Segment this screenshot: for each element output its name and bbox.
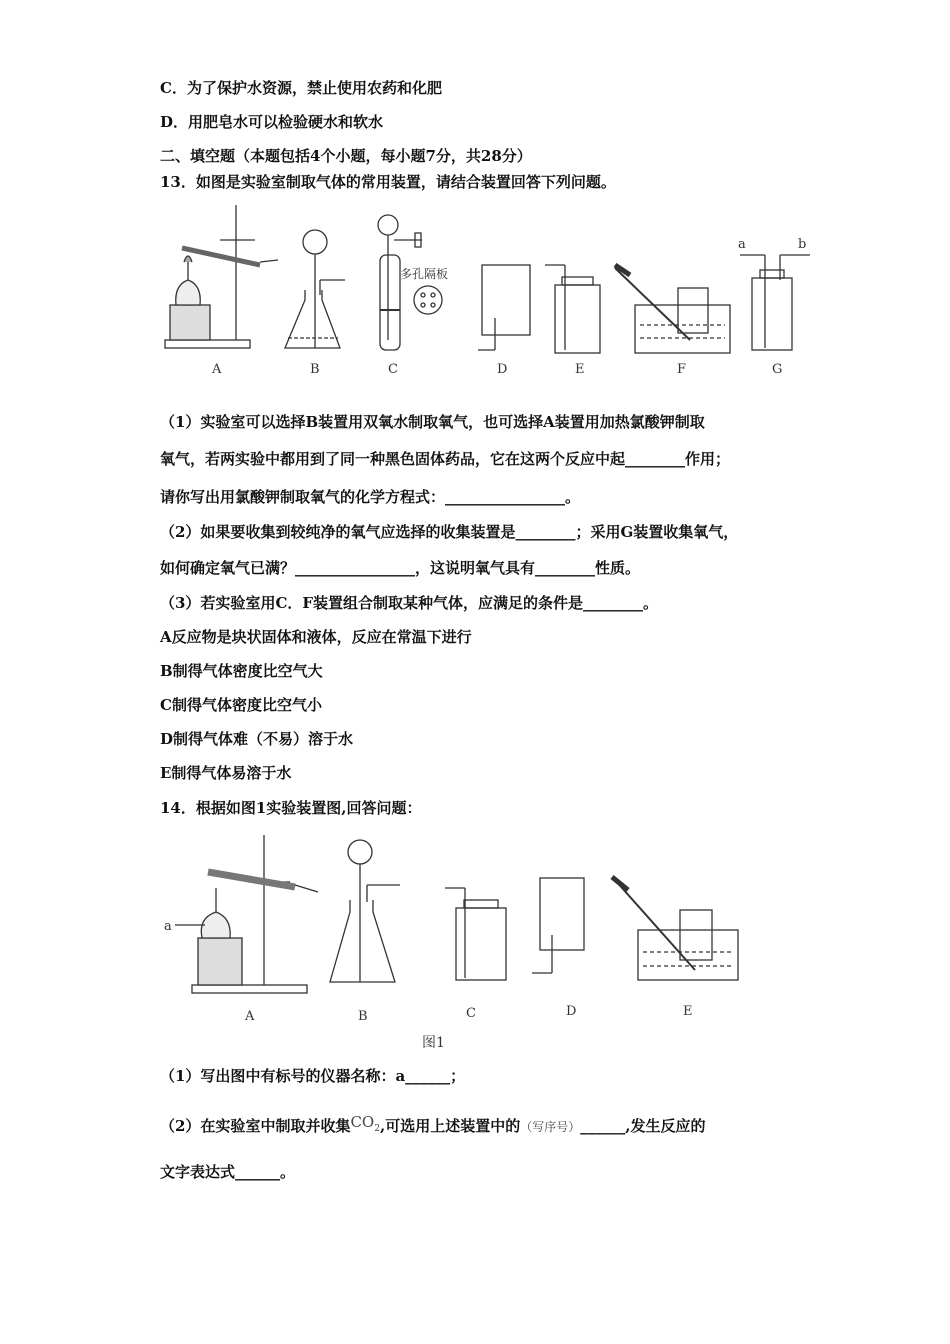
q14-part2-line2: 文字表达式______。 <box>160 1163 296 1181</box>
fig2-label: D <box>566 1004 577 1019</box>
q14-part2-line1 <box>160 1112 705 1139</box>
port-a-label: a <box>738 237 746 252</box>
section-heading: 二、填空题（本题包括4个小题，每小题7分，共28分） <box>160 147 532 165</box>
q14-part2-middle: ,可选用上述装置中的 <box>379 1117 521 1135</box>
porous-plate-label: 多孔隔板 <box>400 267 449 281</box>
fig1-label: G <box>772 362 783 377</box>
q13-part2-line1: （2）如果要收集到较纯净的氧气应选择的收集装置是________；采用G装置收集氧气， <box>160 523 739 541</box>
question-13: 13．如图是实验室制取气体的常用装置，请结合装置回答下列问题。 <box>160 173 616 191</box>
marker-a-label: a <box>164 919 172 934</box>
q13-part1-line2: 氧气，若两实验中都用到了同一种黑色固体药品，它在这两个反应中起________作用； <box>160 450 731 468</box>
fig1-label: A <box>212 362 222 377</box>
q14-part2-prefix: （2）在实验室中制取并收集 <box>160 1117 351 1135</box>
q13-part1-line1: （1）实验室可以选择B装置用双氧水制取氧气，也可选择A装置用加热氯酸钾制取 <box>160 413 705 431</box>
stand-base <box>165 340 250 348</box>
fig1-label: C <box>388 362 398 377</box>
option-c: C．为了保护水资源，禁止使用农药和化肥 <box>160 79 442 97</box>
question-14: 14．根据如图1实验装置图,回答问题： <box>160 799 422 817</box>
port-b-label: b <box>798 237 807 252</box>
option-e: E制得气体易溶于水 <box>160 764 292 782</box>
fig2-label: A <box>245 1009 255 1024</box>
q14-part2-suffix: ______,发生反应的 <box>580 1117 706 1135</box>
option-a: A反应物是块状固体和液体，反应在常温下进行 <box>160 628 472 646</box>
q14-part2-paren: （写序号） <box>520 1120 581 1134</box>
fig1-label: F <box>677 362 687 377</box>
q13-part2-line2: 如何确定氧气已满？________________，这说明氧气具有________性质。 <box>160 559 641 577</box>
fig2-label: E <box>683 1004 693 1019</box>
fig2-label: B <box>358 1009 368 1024</box>
fig1-label: D <box>497 362 508 377</box>
figure-14-apparatus <box>160 830 760 1055</box>
fig1-label: B <box>310 362 320 377</box>
option-d: D．用肥皂水可以检验硬水和软水 <box>160 113 384 131</box>
q13-part3: （3）若实验室用C．F装置组合制取某种气体，应满足的条件是________。 <box>160 594 659 612</box>
fig2-label: C <box>466 1006 476 1021</box>
figure-13-apparatus <box>160 200 820 385</box>
option-b: B制得气体密度比空气大 <box>160 662 323 680</box>
co2-formula: $CO_2$ <box>350 1113 380 1134</box>
option-c-2: C制得气体密度比空气小 <box>160 696 322 714</box>
q14-part1: （1）写出图中有标号的仪器名称：a______； <box>160 1067 466 1085</box>
q13-part1-line3: 请你写出用氯酸钾制取氧气的化学方程式：________________。 <box>160 488 581 506</box>
option-d-2: D制得气体难（不易）溶于水 <box>160 730 354 748</box>
figure-caption: 图1 <box>422 1035 445 1051</box>
fig1-label: E <box>575 362 585 377</box>
